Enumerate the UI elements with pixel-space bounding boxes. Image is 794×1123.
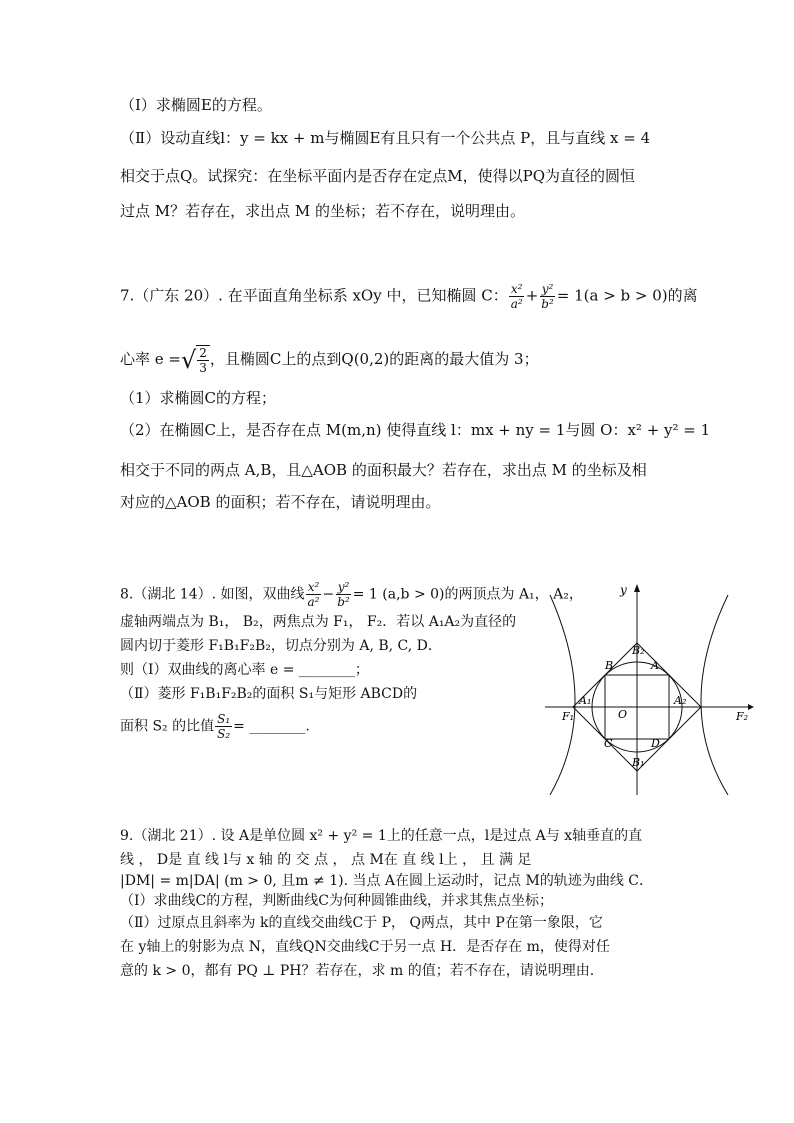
p6-question-2-line-1: （Ⅱ）设动直线l：y = kx + m与椭圆E有且只有一个公共点 P，且与直线 x = 4 [120,129,651,147]
p9-line-6: 在 y轴上的射影为点 N，直线QN交曲线C于另一点 H．是否存在 m，使得对任 [120,939,610,955]
p7-question-2-line-3: 对应的△AOB 的面积；若不存在，请说明理由。 [120,493,441,511]
p9-line-2: 线 ， D是 直 线 l与 x 轴 的 交 点 ， 点 M在 直 线 l上 ， 且 满 足 [120,852,532,868]
p8-ratio-num: S₁ [217,712,231,726]
p7-frac-y-num: y² [541,282,554,296]
x-axis-arrow [748,704,754,710]
p7-ecc-pre: 心率 e = [120,350,181,368]
hyperbola-figure [540,580,755,795]
label-y: y [620,583,627,597]
p6-question-2-line-3: 过点 M？若存在，求出点 M 的坐标；若不存在，说明理由。 [120,202,526,220]
p8-line-6-post: = ________. [233,718,310,735]
p8-line-5: （Ⅱ）菱形 F₁B₁F₂B₂的面积 S₁与矩形 ABCD的 [120,686,418,702]
p8-line-2: 虚轴两端点为 B₁， B₂，两焦点为 F₁， F₂．若以 A₁A₂为直径的 [120,614,517,630]
label-D: D [651,737,660,750]
p8-frac-y-num: y² [337,580,350,594]
p9-line-4: （Ⅰ）求曲线C的方程，判断曲线C为何种圆锥曲线，并求其焦点坐标； [120,893,553,909]
p8-frac-x-den: a² [307,595,320,609]
p8-minus: − [322,586,335,603]
p7-question-2-line-2: 相交于不同的两点 A,B，且△AOB 的面积最大？若存在，求出点 M 的坐标及相 [120,461,647,479]
p7-frac-y-den: b² [541,297,554,311]
p7-heading-post: = 1(a > b > 0)的离 [556,286,698,305]
p8-heading-pre: 8.（湖北 14）. 如图，双曲线 [120,586,305,603]
p6-question-1: （Ⅰ）求椭圆E的方程。 [120,96,272,114]
p7-frac-x-den: a² [510,297,523,311]
p8-frac-x [306,580,322,609]
label-B1: B₁ [632,756,645,769]
label-A: A [651,659,659,672]
p8-heading [120,580,583,609]
label-C: C [604,737,613,750]
p7-heading-pre: 7.（广东 20）. 在平面直角坐标系 xOy 中，已知椭圆 C： [120,286,508,305]
label-A1: A₁ [579,694,592,707]
p7-frac-x-num: x² [510,282,523,296]
p8-frac-y-den: b² [337,595,350,609]
p7-sqrt: √ $\frac{2}{3}$ [181,345,210,375]
p8-line-6 [120,712,310,741]
p7-heading [120,282,698,311]
label-F2: F₂ [736,710,749,723]
hyperbola-right-branch [701,595,728,795]
p7-ecc-post: ，且椭圆C上的点到Q(0,2)的距离的最大值为 3； [209,350,539,368]
p7-sqrt-frac [197,346,209,375]
p7-sqrt-num: 2 [199,346,207,360]
p8-ratio [215,712,232,741]
p7-plus: + [525,286,539,305]
label-B: B [605,659,614,672]
p7-sqrt-den: 3 [199,361,207,375]
label-A2: A₂ [674,694,687,707]
p9-line-7: 意的 k > 0，都有 PQ ⊥ PH？若存在，求 m 的值；若不存在，请说明理由. [120,963,595,979]
label-B2: B₂ [632,644,645,657]
p7-frac-x [509,282,525,311]
p9-line-3: |DM| = m|DA| (m > 0, 且m ≠ 1). 当点 A在圆上运动时，记点 M的轨迹为曲线 C． [120,873,653,889]
p7-question-2-line-1: （2）在椭圆C上，是否存在点 M(m,n) 使得直线 l：mx + ny = 1与圆 O：x² + y² = 1 [120,421,711,439]
label-O: O [618,708,628,721]
p8-heading-post: = 1 (a,b > 0)的两顶点为 A₁， A₂， [352,586,583,603]
p8-frac-y [335,580,352,609]
p8-line-3: 圆内切于菱形 F₁B₁F₂B₂，切点分别为 A, B, C, D． [120,638,442,654]
p7-frac-y [539,282,556,311]
p8-line-6-pre: 面积 S₂ 的比值 [120,718,215,735]
label-F1: F₁ [562,710,575,723]
p6-question-2-line-2: 相交于点Q。试探究：在坐标平面内是否存在定点M，使得以PQ为直径的圆恒 [120,167,636,185]
p7-question-1: （1）求椭圆C的方程； [120,389,277,407]
p9-line-5: （Ⅱ）过原点且斜率为 k的直线交曲线C于 P， Q两点，其中 P在第一象限，它 [120,915,603,931]
hyperbola-left-branch [550,595,575,795]
y-axis-arrow [634,584,640,592]
p8-line-4: 则（Ⅰ）双曲线的离心率 e = ________； [120,662,369,678]
p9-line-1: 9.（湖北 21）. 设 A是单位圆 x² + y² = 1上的任意一点，l是过点 A与 x轴垂直的直 [120,828,643,844]
p7-eccentricity [120,345,684,375]
p8-ratio-den: S₂ [217,727,231,741]
p8-frac-x-num: x² [307,580,320,594]
